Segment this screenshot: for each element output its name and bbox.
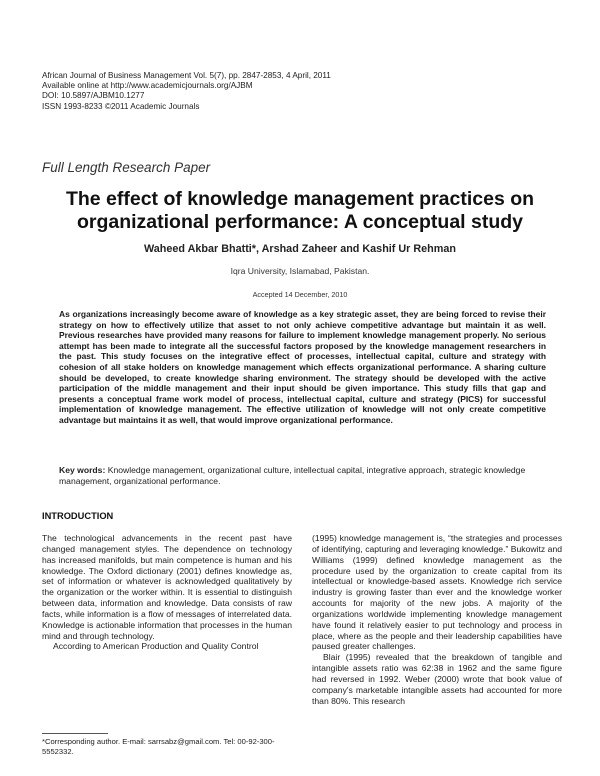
journal-volume-line: African Journal of Business Management Vol. 5(7), pp. 2847-2853, 4 April, 2011 — [42, 71, 331, 80]
body-column-right — [312, 533, 562, 707]
journal-citation — [42, 71, 562, 112]
accepted-date: Accepted 14 December, 2010 — [252, 290, 348, 299]
paper-title-line-1: The effect of knowledge management practices on — [65, 188, 535, 210]
body-paragraph: (1995) knowledge management is, “the strategies and processes of identifying, capturing and leveraging knowledge.” Bukowitz and Williams (1999) defined knowledge management as the procedure used by the organization to create capital from its intellectual or knowledge-based assets. Knowledge rich service industry is growing faster than ever and the knowledge worker accounts for majority of the new jobs. A majority of the organizations worldwide implementing knowledge management have found it relatively easier to put technology and process in place, where as the people and their leadership capabilities have paused greater challenges. — [312, 533, 562, 652]
section-heading-introduction: INTRODUCTION — [42, 511, 114, 521]
paper-type: Full Length Research Paper — [42, 160, 211, 175]
author-list: Waheed Akbar Bhatti*, Arshad Zaheer and Kashif Ur Rehman — [144, 243, 456, 255]
paper-title-line-2: organizational performance: A conceptual study — [76, 211, 524, 233]
body-paragraph: Blair (1995) revealed that the breakdown of tangible and intangible assets ratio was 62:38 in 1962 and the same figure had reversed in 1992. Weber (2000) wrote that book value of company's marketable intangible assets had accounted for more than 80%. This research — [312, 652, 562, 706]
keywords-label: Key words: — [59, 465, 106, 475]
body-paragraph: The technological advancements in the recent past have changed management styles. The dependence on technology has increased manifolds, but main competence is human and his knowledge. The Oxford dictionary (2001) defines knowledge as, set of information or whatever is acknowledged qualitatively by the organization or the worker within. It is essential to distinguish between data, information and knowledge. Data consists of raw facts, while information is a flow of messages of interrelated data. Knowledge is actionable information that processes in the human mind and through technology. — [42, 533, 292, 641]
keywords-text: Knowledge management, organizational culture, intellectual capital, integrative approach, strategic knowledge management, organizational performance. — [59, 465, 526, 486]
author-affiliation: Iqra University, Islamabad, Pakistan. — [230, 266, 370, 276]
paper-title — [40, 188, 560, 234]
journal-doi-line: DOI: 10.5897/AJBM10.1277 — [42, 91, 145, 101]
journal-issn-line: ISSN 1993-8233 ©2011 Academic Journals — [42, 101, 200, 111]
corresponding-author-footnote: *Corresponding author. E-mail: sarrsabz@gmail.com. Tel: 00-92-300-5552332. — [42, 737, 275, 756]
journal-url-line: Available online at http://www.academicjournals.org/AJBM — [42, 81, 253, 91]
body-paragraph: According to American Production and Quality Control — [53, 641, 259, 652]
footnote-divider — [42, 733, 108, 734]
abstract: As organizations increasingly become aware of knowledge as a key strategic asset, they are being forced to revise their strategy on how to effectively utilize that asset to not only achieve competitive advantage but maintain it as well. Previous researches have provided many reasons for failure to implement knowledge management properly. No serious attempt has been made to integrate all the successful factors proposed by the knowledge management researchers in the past. This study focuses on the integrative effect of processes, intellectual capital, culture and strategy with cohesion of all stake holders on knowledge management which effects organizational performance. A sharing culture should be developed, to create knowledge sharing environment. The strategy should be developed with the active participation of the middle management and their input should be given importance. This study fills that gap and presents a conceptual frame work model of process, intellectual capital, culture and strategy (PICS) for successful implementation of knowledge management. The effective utilization of knowledge will not only create competitive advantage but maintains it as well, that would improve organizational performance. — [59, 309, 546, 425]
keywords — [59, 465, 546, 487]
body-column-left — [42, 533, 292, 652]
